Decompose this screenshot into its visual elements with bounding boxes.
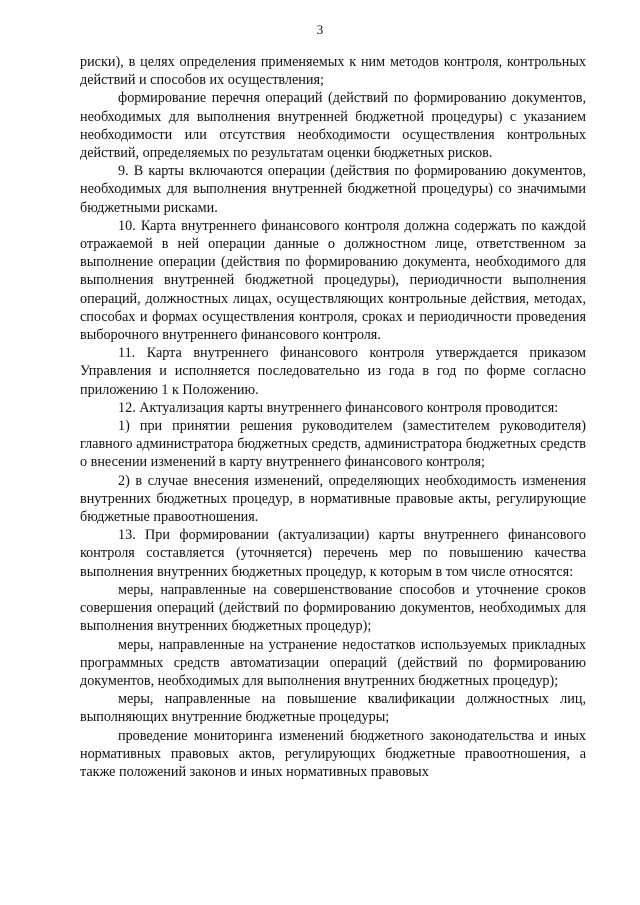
paragraph-item-13: 13. При формировании (актуализации) карты внутреннего финансового контроля составляется (уточняется) перечень мер по повышению качества выполнения внутренних бюджетных процедур, к которым в том числе относятся: — [80, 527, 586, 580]
paragraph-measure: меры, направленные на устранение недостатков используемых прикладных программных средств автоматизации операций (действий по формированию документов, необходимых для выполнения внутренних бюджетных процедур); — [80, 636, 586, 689]
paragraph-item-10: 10. Карта внутреннего финансового контроля должна содержать по каждой отражаемой в ней операции данные о должностном лице, ответственном за выполнение операции (действия по формированию документа, необходимого для выполнения внутренней бюджетной процедуры), периодичности выполнения операций, должностных лицах, осуществляющих контрольные действия, методах, способах и формах осуществления контроля, сроках и периодичности проведения выборочного внутреннего финансового контроля. — [80, 217, 586, 344]
paragraph-measure: меры, направленные на совершенствование способов и уточнение сроков совершения операций (действий по формированию документов, необходимых для выполнения внутренних бюджетных процедур); — [80, 581, 586, 635]
paragraph: формирование перечня операций (действий по формированию документов, необходимых для выполнения внутренней бюджетной процедуры) с указанием необходимости или отсутствия необходимости осуществления контрольных действий, определяемых по результатам оценки бюджетных рисков. — [80, 90, 586, 162]
paragraph-item-9: 9. В карты включаются операции (действия по формированию документов, необходимых для выполнения внутренней бюджетной процедуры) со значимыми бюджетными рисками. — [80, 163, 586, 216]
paragraph-measure: проведение мониторинга изменений бюджетного законодательства и иных нормативных правовых актов, регулирующих бюджетные правоотношения, а также положений законов и иных нормативных правовых — [80, 727, 586, 780]
paragraph: риски), в целях определения применяемых к ним методов контроля, контрольных действий и способов их осуществления; — [80, 54, 586, 89]
document-body — [80, 53, 586, 781]
page-number: 3 — [316, 22, 324, 37]
paragraph-subitem-2: 2) в случае внесения изменений, определяющих необходимость изменения внутренних бюджетных процедур, в нормативные правовые акты, регулирующие бюджетные правоотношения. — [80, 472, 586, 526]
paragraph-measure: меры, направленные на повышение квалификации должностных лиц, выполняющих внутренние бюджетные процедуры; — [80, 691, 586, 726]
paragraph-item-12: 12. Актуализация карты внутреннего финансового контроля проводится: — [118, 399, 559, 416]
paragraph-item-11: 11. Карта внутреннего финансового контроля утверждается приказом Управления и исполняется последовательно из года в год по форме согласно приложению 1 к Положению. — [80, 345, 586, 398]
paragraph-subitem-1: 1) при принятии решения руководителем (заместителем руководителя) главного администратора бюджетных средств, администратора бюджетных средств о внесении изменений в карту внутреннего финансового контроля; — [80, 418, 586, 471]
